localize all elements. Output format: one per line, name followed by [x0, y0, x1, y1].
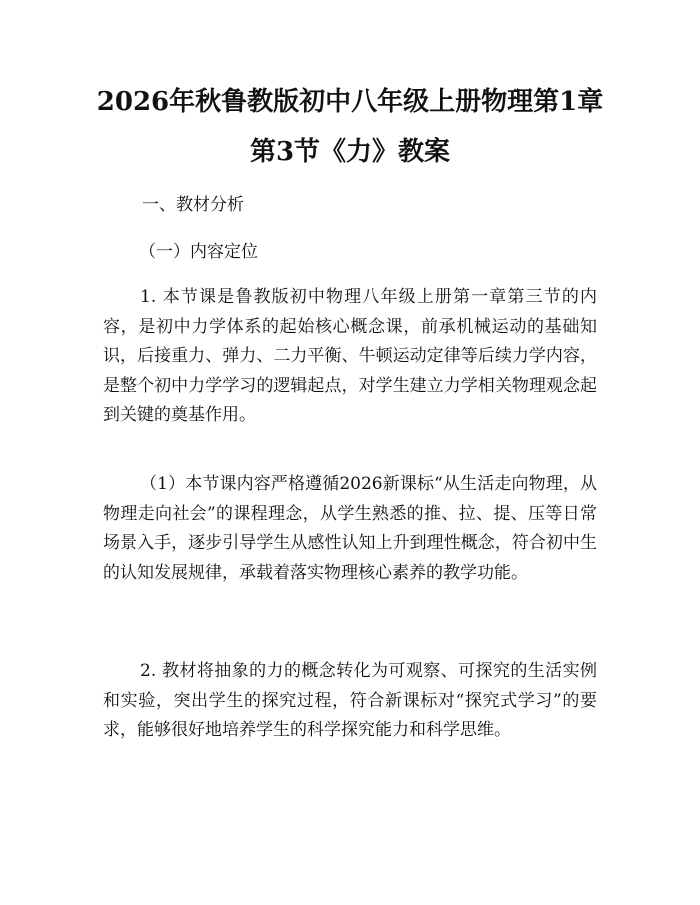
subsection-heading: （一）内容定位: [139, 242, 258, 262]
section-heading: 一、教材分析: [142, 195, 244, 215]
document-title-line-1: 2026年秋鲁教版初中八年级上册物理第1章: [96, 87, 604, 117]
paragraph-2: （1）本节课内容严格遵循2026新课标“从生活走向物理，从物理走向社会”的课程理念，从学生熟悉的推、拉、提、压等日常场景入手，逐步引导学生从感性认知上升到理性概念，符合初中生的认知发展规律，承载着落实物理核心素养的教学功能。: [103, 474, 597, 583]
paragraph-3: 2. 教材将抽象的力的概念转化为可观察、可探究的生活实例和实验，突出学生的探究过程，符合新课标对“探究式学习”的要求，能够很好地培养学生的科学探究能力和科学思维。: [103, 661, 597, 740]
document-title-line-2: 第3节《力》教案: [249, 137, 451, 167]
paragraph-1: 1. 本节课是鲁教版初中物理八年级上册第一章第三节的内容，是初中力学体系的起始核心概念课，前承机械运动的基础知识，后接重力、弹力、二力平衡、牛顿运动定律等后续力学内容，是整个初中力学学习的逻辑起点，对学生建立力学相关物理观念起到关键的奠基作用。: [103, 287, 597, 425]
